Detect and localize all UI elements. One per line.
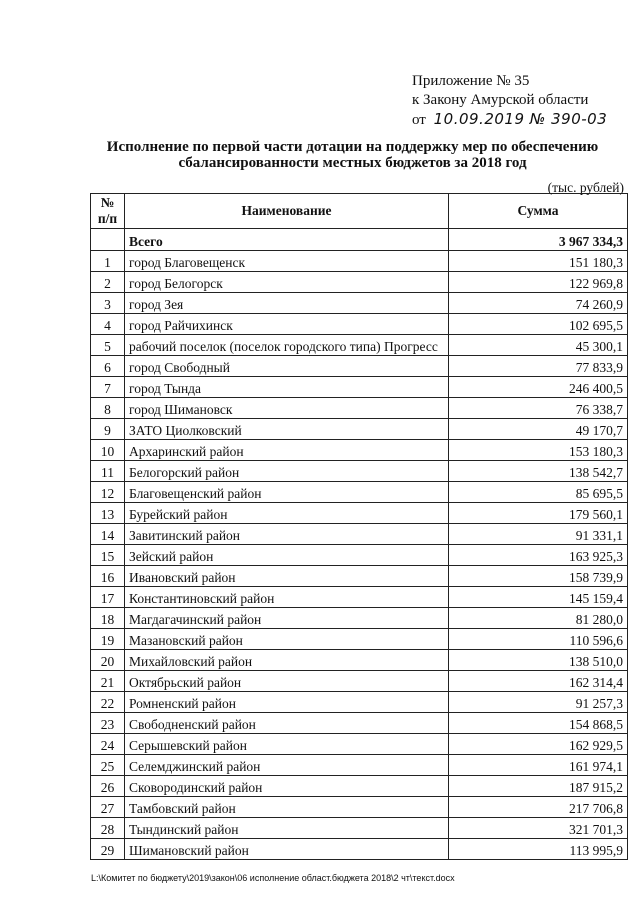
table-row bbox=[91, 566, 628, 587]
table-row bbox=[91, 818, 628, 839]
table-row bbox=[91, 755, 628, 776]
row-name: Ромненский район bbox=[125, 692, 449, 713]
table-row bbox=[91, 671, 628, 692]
row-num: 16 bbox=[91, 566, 125, 587]
row-sum: 138 510,0 bbox=[449, 650, 628, 671]
table-row bbox=[91, 587, 628, 608]
row-sum: 138 542,7 bbox=[449, 461, 628, 482]
appendix-date-line bbox=[412, 110, 607, 130]
row-name: Константиновский район bbox=[125, 587, 449, 608]
header-num: № п/п bbox=[91, 194, 125, 229]
row-sum: 145 159,4 bbox=[449, 587, 628, 608]
row-sum: 113 995,9 bbox=[449, 839, 628, 860]
row-num: 5 bbox=[91, 335, 125, 356]
row-sum: 91 257,3 bbox=[449, 692, 628, 713]
row-name: Тамбовский район bbox=[125, 797, 449, 818]
table-row bbox=[91, 356, 628, 377]
row-num: 21 bbox=[91, 671, 125, 692]
total-sum: 3 967 334,3 bbox=[449, 229, 628, 251]
row-num: 8 bbox=[91, 398, 125, 419]
row-num: 2 bbox=[91, 272, 125, 293]
row-num: 3 bbox=[91, 293, 125, 314]
row-name: Селемджинский район bbox=[125, 755, 449, 776]
table-row bbox=[91, 797, 628, 818]
row-name: Зейский район bbox=[125, 545, 449, 566]
table-row bbox=[91, 713, 628, 734]
row-sum: 81 280,0 bbox=[449, 608, 628, 629]
row-sum: 246 400,5 bbox=[449, 377, 628, 398]
row-num: 1 bbox=[91, 251, 125, 272]
row-name: город Шимановск bbox=[125, 398, 449, 419]
row-name: Свободненский район bbox=[125, 713, 449, 734]
row-sum: 163 925,3 bbox=[449, 545, 628, 566]
row-sum: 187 915,2 bbox=[449, 776, 628, 797]
row-num: 6 bbox=[91, 356, 125, 377]
handwritten-date-number: 10.09.2019 № 390-03 bbox=[433, 110, 608, 128]
row-name: город Благовещенск bbox=[125, 251, 449, 272]
row-name: Тындинский район bbox=[125, 818, 449, 839]
row-num: 10 bbox=[91, 440, 125, 461]
table-row bbox=[91, 251, 628, 272]
row-sum: 74 260,9 bbox=[449, 293, 628, 314]
table-row bbox=[91, 524, 628, 545]
row-sum: 161 974,1 bbox=[449, 755, 628, 776]
appendix-date-prefix: от bbox=[412, 112, 426, 128]
row-sum: 45 300,1 bbox=[449, 335, 628, 356]
row-name: Серышевский район bbox=[125, 734, 449, 755]
total-row bbox=[91, 229, 628, 251]
row-num: 27 bbox=[91, 797, 125, 818]
table-row bbox=[91, 482, 628, 503]
table-row bbox=[91, 608, 628, 629]
row-num: 22 bbox=[91, 692, 125, 713]
units-label: (тыс. рублей) bbox=[547, 180, 624, 195]
row-name: Завитинский район bbox=[125, 524, 449, 545]
table-row bbox=[91, 692, 628, 713]
row-num: 29 bbox=[91, 839, 125, 860]
row-name: Мазановский район bbox=[125, 629, 449, 650]
row-name: Благовещенский район bbox=[125, 482, 449, 503]
row-num: 18 bbox=[91, 608, 125, 629]
table-row bbox=[91, 734, 628, 755]
row-name: город Зея bbox=[125, 293, 449, 314]
table-row bbox=[91, 839, 628, 860]
table-row bbox=[91, 629, 628, 650]
row-num: 20 bbox=[91, 650, 125, 671]
row-name: город Райчихинск bbox=[125, 314, 449, 335]
row-sum: 158 739,9 bbox=[449, 566, 628, 587]
row-sum: 154 868,5 bbox=[449, 713, 628, 734]
row-sum: 162 314,4 bbox=[449, 671, 628, 692]
row-sum: 217 706,8 bbox=[449, 797, 628, 818]
row-num: 15 bbox=[91, 545, 125, 566]
row-sum: 153 180,3 bbox=[449, 440, 628, 461]
table-row bbox=[91, 377, 628, 398]
row-name: Белогорский район bbox=[125, 461, 449, 482]
row-name: Бурейский район bbox=[125, 503, 449, 524]
row-sum: 162 929,5 bbox=[449, 734, 628, 755]
table-row bbox=[91, 440, 628, 461]
row-num: 13 bbox=[91, 503, 125, 524]
row-num: 23 bbox=[91, 713, 125, 734]
row-sum: 110 596,6 bbox=[449, 629, 628, 650]
table-row bbox=[91, 650, 628, 671]
total-num bbox=[91, 229, 125, 251]
row-sum: 49 170,7 bbox=[449, 419, 628, 440]
table-header-row bbox=[91, 194, 628, 229]
appendix-law: к Закону Амурской области bbox=[412, 92, 589, 108]
row-num: 24 bbox=[91, 734, 125, 755]
table-row bbox=[91, 461, 628, 482]
budget-table bbox=[90, 193, 628, 860]
row-name: город Тында bbox=[125, 377, 449, 398]
row-name: город Свободный bbox=[125, 356, 449, 377]
row-num: 11 bbox=[91, 461, 125, 482]
row-sum: 122 969,8 bbox=[449, 272, 628, 293]
row-num: 7 bbox=[91, 377, 125, 398]
row-num: 9 bbox=[91, 419, 125, 440]
total-label: Всего bbox=[125, 229, 449, 251]
row-num: 12 bbox=[91, 482, 125, 503]
table-row bbox=[91, 776, 628, 797]
appendix-number: Приложение № 35 bbox=[412, 73, 530, 89]
row-num: 28 bbox=[91, 818, 125, 839]
row-sum: 151 180,3 bbox=[449, 251, 628, 272]
row-sum: 85 695,5 bbox=[449, 482, 628, 503]
table-row bbox=[91, 398, 628, 419]
table-row bbox=[91, 503, 628, 524]
table-row bbox=[91, 545, 628, 566]
table-row bbox=[91, 419, 628, 440]
row-sum: 321 701,3 bbox=[449, 818, 628, 839]
file-path-footer: L:\Комитет по бюджету\2019\закон\06 исполнение област.бюджета 2018\2 чт\текст.docx bbox=[91, 873, 455, 883]
row-num: 4 bbox=[91, 314, 125, 335]
row-name: город Белогорск bbox=[125, 272, 449, 293]
row-sum: 76 338,7 bbox=[449, 398, 628, 419]
row-sum: 91 331,1 bbox=[449, 524, 628, 545]
row-name: Магдагачинский район bbox=[125, 608, 449, 629]
header-name: Наименование bbox=[125, 194, 449, 229]
row-num: 17 bbox=[91, 587, 125, 608]
row-name: рабочий поселок (поселок городского типа) Прогресс bbox=[125, 335, 449, 356]
row-sum: 102 695,5 bbox=[449, 314, 628, 335]
header-sum: Сумма bbox=[449, 194, 628, 229]
table-row bbox=[91, 335, 628, 356]
appendix-block bbox=[412, 72, 607, 130]
row-name: Архаринский район bbox=[125, 440, 449, 461]
row-name: Сковородинский район bbox=[125, 776, 449, 797]
row-name: ЗАТО Циолковский bbox=[125, 419, 449, 440]
table-row bbox=[91, 272, 628, 293]
row-sum: 77 833,9 bbox=[449, 356, 628, 377]
row-name: Ивановский район bbox=[125, 566, 449, 587]
row-name: Михайловский район bbox=[125, 650, 449, 671]
row-name: Шимановский район bbox=[125, 839, 449, 860]
row-num: 26 bbox=[91, 776, 125, 797]
table-row bbox=[91, 293, 628, 314]
table-row bbox=[91, 314, 628, 335]
document-title: Исполнение по первой части дотации на поддержку мер по обеспечению сбалансированности местных бюджетов за 2018 год bbox=[106, 139, 599, 171]
row-num: 19 bbox=[91, 629, 125, 650]
row-sum: 179 560,1 bbox=[449, 503, 628, 524]
row-name: Октябрьский район bbox=[125, 671, 449, 692]
row-num: 25 bbox=[91, 755, 125, 776]
row-num: 14 bbox=[91, 524, 125, 545]
